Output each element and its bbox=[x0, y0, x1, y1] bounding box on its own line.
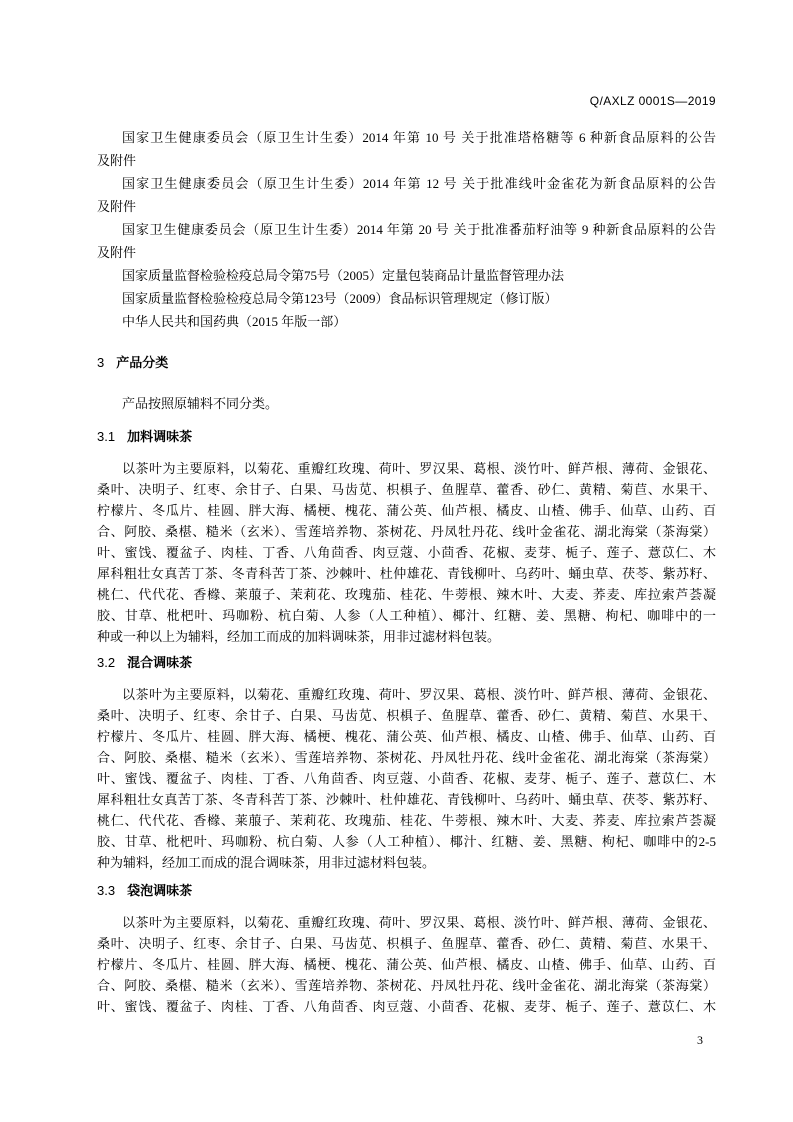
paragraph-line: 柠檬片、冬瓜片、桂圆、胖大海、橘梗、槐花、蒲公英、仙芦根、橘皮、山楂、佛手、仙草、山药、百 bbox=[97, 502, 716, 518]
reference-line: 中华人民共和国药典（2015 年版一部） bbox=[122, 314, 347, 330]
paragraph-line: 以茶叶为主要原料，以菊花、重瓣红玫瑰、荷叶、罗汉果、葛根、淡竹叶、鲜芦根、薄荷、金银花、 bbox=[122, 914, 716, 930]
paragraph-line: 合、阿胶、桑椹、糙米（玄米）、雪莲培养物、茶树花、丹凤牡丹花、线叶金雀花、湖北海棠（茶海棠） bbox=[97, 749, 716, 765]
paragraph-line: 胶、甘草、枇杷叶、玛咖粉、杭白菊、人参（人工种植）、椰汁、红糖、姜、黑糖、枸杞、咖啡中的2-5 bbox=[97, 833, 716, 849]
subsection-paragraph bbox=[97, 684, 716, 873]
paragraph-line: 桑叶、决明子、红枣、余甘子、白果、马齿苋、枳椇子、鱼腥草、藿香、砂仁、黄精、菊苣、水果干、 bbox=[97, 707, 716, 723]
reference-line: 及附件 bbox=[97, 152, 137, 168]
paragraph-line: 桃仁、代代花、香橼、莱菔子、茉莉花、玫瑰茄、桂花、牛蒡根、辣木叶、大麦、荞麦、库拉索芦荟凝 bbox=[97, 586, 716, 602]
paragraph-line: 柠檬片、冬瓜片、桂圆、胖大海、橘梗、槐花、蒲公英、仙芦根、橘皮、山楂、佛手、仙草、山药、百 bbox=[97, 728, 716, 744]
section-heading bbox=[97, 352, 716, 374]
reference-item bbox=[97, 264, 716, 287]
subsection-number: 3.1 bbox=[97, 429, 116, 444]
subsection-paragraph bbox=[97, 912, 716, 1017]
subsection-title: 混合调味茶 bbox=[127, 656, 193, 671]
reference-line: 及附件 bbox=[97, 198, 137, 214]
paragraph-line: 犀科粗壮女真苦丁茶、冬青科苦丁茶、沙棘叶、杜仲雄花、青钱柳叶、乌药叶、蛹虫草、茯苓、紫苏籽、 bbox=[97, 565, 716, 581]
subsection-heading bbox=[97, 880, 716, 902]
normative-references-list bbox=[97, 126, 716, 334]
reference-item bbox=[97, 126, 716, 172]
paragraph-line: 桑叶、决明子、红枣、余甘子、白果、马齿苋、枳椇子、鱼腥草、藿香、砂仁、黄精、菊苣、水果干、 bbox=[97, 481, 716, 497]
paragraph-line: 以茶叶为主要原料，以菊花、重瓣红玫瑰、荷叶、罗汉果、葛根、淡竹叶、鲜芦根、薄荷、金银花、 bbox=[122, 686, 716, 702]
paragraph-line: 叶、蜜饯、覆盆子、肉桂、丁香、八角茴香、肉豆蔻、小茴香、花椒、麦芽、栀子、莲子、薏苡仁、木 bbox=[97, 770, 716, 786]
paragraph-line: 胶、甘草、枇杷叶、玛咖粉、杭白菊、人参（人工种植）、椰汁、红糖、姜、黑糖、枸杞、咖啡中的一 bbox=[97, 607, 716, 623]
subsection-title: 加料调味茶 bbox=[127, 430, 193, 445]
reference-line: 国家卫生健康委员会（原卫生计生委）2014 年第 12 号 关于批准线叶金雀花为新食品原料的公告 bbox=[122, 175, 716, 191]
reference-line: 国家卫生健康委员会（原卫生计生委）2014 年第 20 号 关于批准番茄籽油等 9 种新食品原料的公告 bbox=[122, 221, 716, 237]
reference-line: 及附件 bbox=[97, 244, 137, 260]
reference-item bbox=[97, 287, 716, 310]
section-number: 3 bbox=[97, 355, 105, 370]
paragraph-line: 犀科粗壮女真苦丁茶、冬青科苦丁茶、沙棘叶、杜仲雄花、青钱柳叶、乌药叶、蛹虫草、茯苓、紫苏籽、 bbox=[97, 791, 716, 807]
section-intro: 产品按照原辅料不同分类。 bbox=[122, 396, 279, 411]
paragraph-line: 柠檬片、冬瓜片、桂圆、胖大海、橘梗、槐花、蒲公英、仙芦根、橘皮、山楂、佛手、仙草、山药、百 bbox=[97, 956, 716, 972]
subsection-heading bbox=[97, 426, 716, 448]
paragraph-line: 合、阿胶、桑椹、糙米（玄米）、雪莲培养物、茶树花、丹凤牡丹花、线叶金雀花、湖北海棠（茶海棠） bbox=[97, 523, 716, 539]
reference-item bbox=[97, 310, 716, 333]
reference-item bbox=[97, 172, 716, 218]
subsection-title: 袋泡调味茶 bbox=[127, 884, 193, 899]
document-code-header: Q/AXLZ 0001S—2019 bbox=[589, 94, 716, 108]
paragraph-line: 桑叶、决明子、红枣、余甘子、白果、马齿苋、枳椇子、鱼腥草、藿香、砂仁、黄精、菊苣、水果干、 bbox=[97, 935, 716, 951]
reference-line: 国家质量监督检验检疫总局令第75号（2005）定量包装商品计量监督管理办法 bbox=[122, 268, 565, 284]
section-title: 产品分类 bbox=[116, 356, 169, 371]
reference-item bbox=[97, 218, 716, 264]
paragraph-line: 以茶叶为主要原料，以菊花、重瓣红玫瑰、荷叶、罗汉果、葛根、淡竹叶、鲜芦根、薄荷、金银花、 bbox=[122, 460, 716, 476]
subsection-number: 3.2 bbox=[97, 655, 116, 670]
paragraph-line: 桃仁、代代花、香橼、莱菔子、茉莉花、玫瑰茄、桂花、牛蒡根、辣木叶、大麦、荞麦、库拉索芦荟凝 bbox=[97, 812, 716, 828]
reference-line: 国家质量监督检验检疫总局令第123号（2009）食品标识管理规定（修订版） bbox=[122, 291, 558, 307]
subsection-number: 3.3 bbox=[97, 883, 116, 898]
paragraph-line: 叶、蜜饯、覆盆子、肉桂、丁香、八角茴香、肉豆蔻、小茴香、花椒、麦芽、栀子、莲子、薏苡仁、木 bbox=[97, 998, 716, 1014]
page-number: 3 bbox=[697, 1033, 703, 1047]
paragraph-line: 种或一种以上为辅料，经加工而成的加料调味茶，用非过滤材料包装。 bbox=[97, 628, 501, 644]
subsection-paragraph bbox=[97, 458, 716, 647]
paragraph-line: 叶、蜜饯、覆盆子、肉桂、丁香、八角茴香、肉豆蔻、小茴香、花椒、麦芽、栀子、莲子、薏苡仁、木 bbox=[97, 544, 716, 560]
paragraph-line: 种为辅料，经加工而成的混合调味茶，用非过滤材料包装。 bbox=[97, 854, 436, 870]
reference-line: 国家卫生健康委员会（原卫生计生委）2014 年第 10 号 关于批准塔格糖等 6 种新食品原料的公告 bbox=[122, 129, 716, 145]
paragraph-line: 合、阿胶、桑椹、糙米（玄米）、雪莲培养物、茶树花、丹凤牡丹花、线叶金雀花、湖北海棠（茶海棠） bbox=[97, 977, 716, 993]
subsection-heading bbox=[97, 652, 716, 674]
